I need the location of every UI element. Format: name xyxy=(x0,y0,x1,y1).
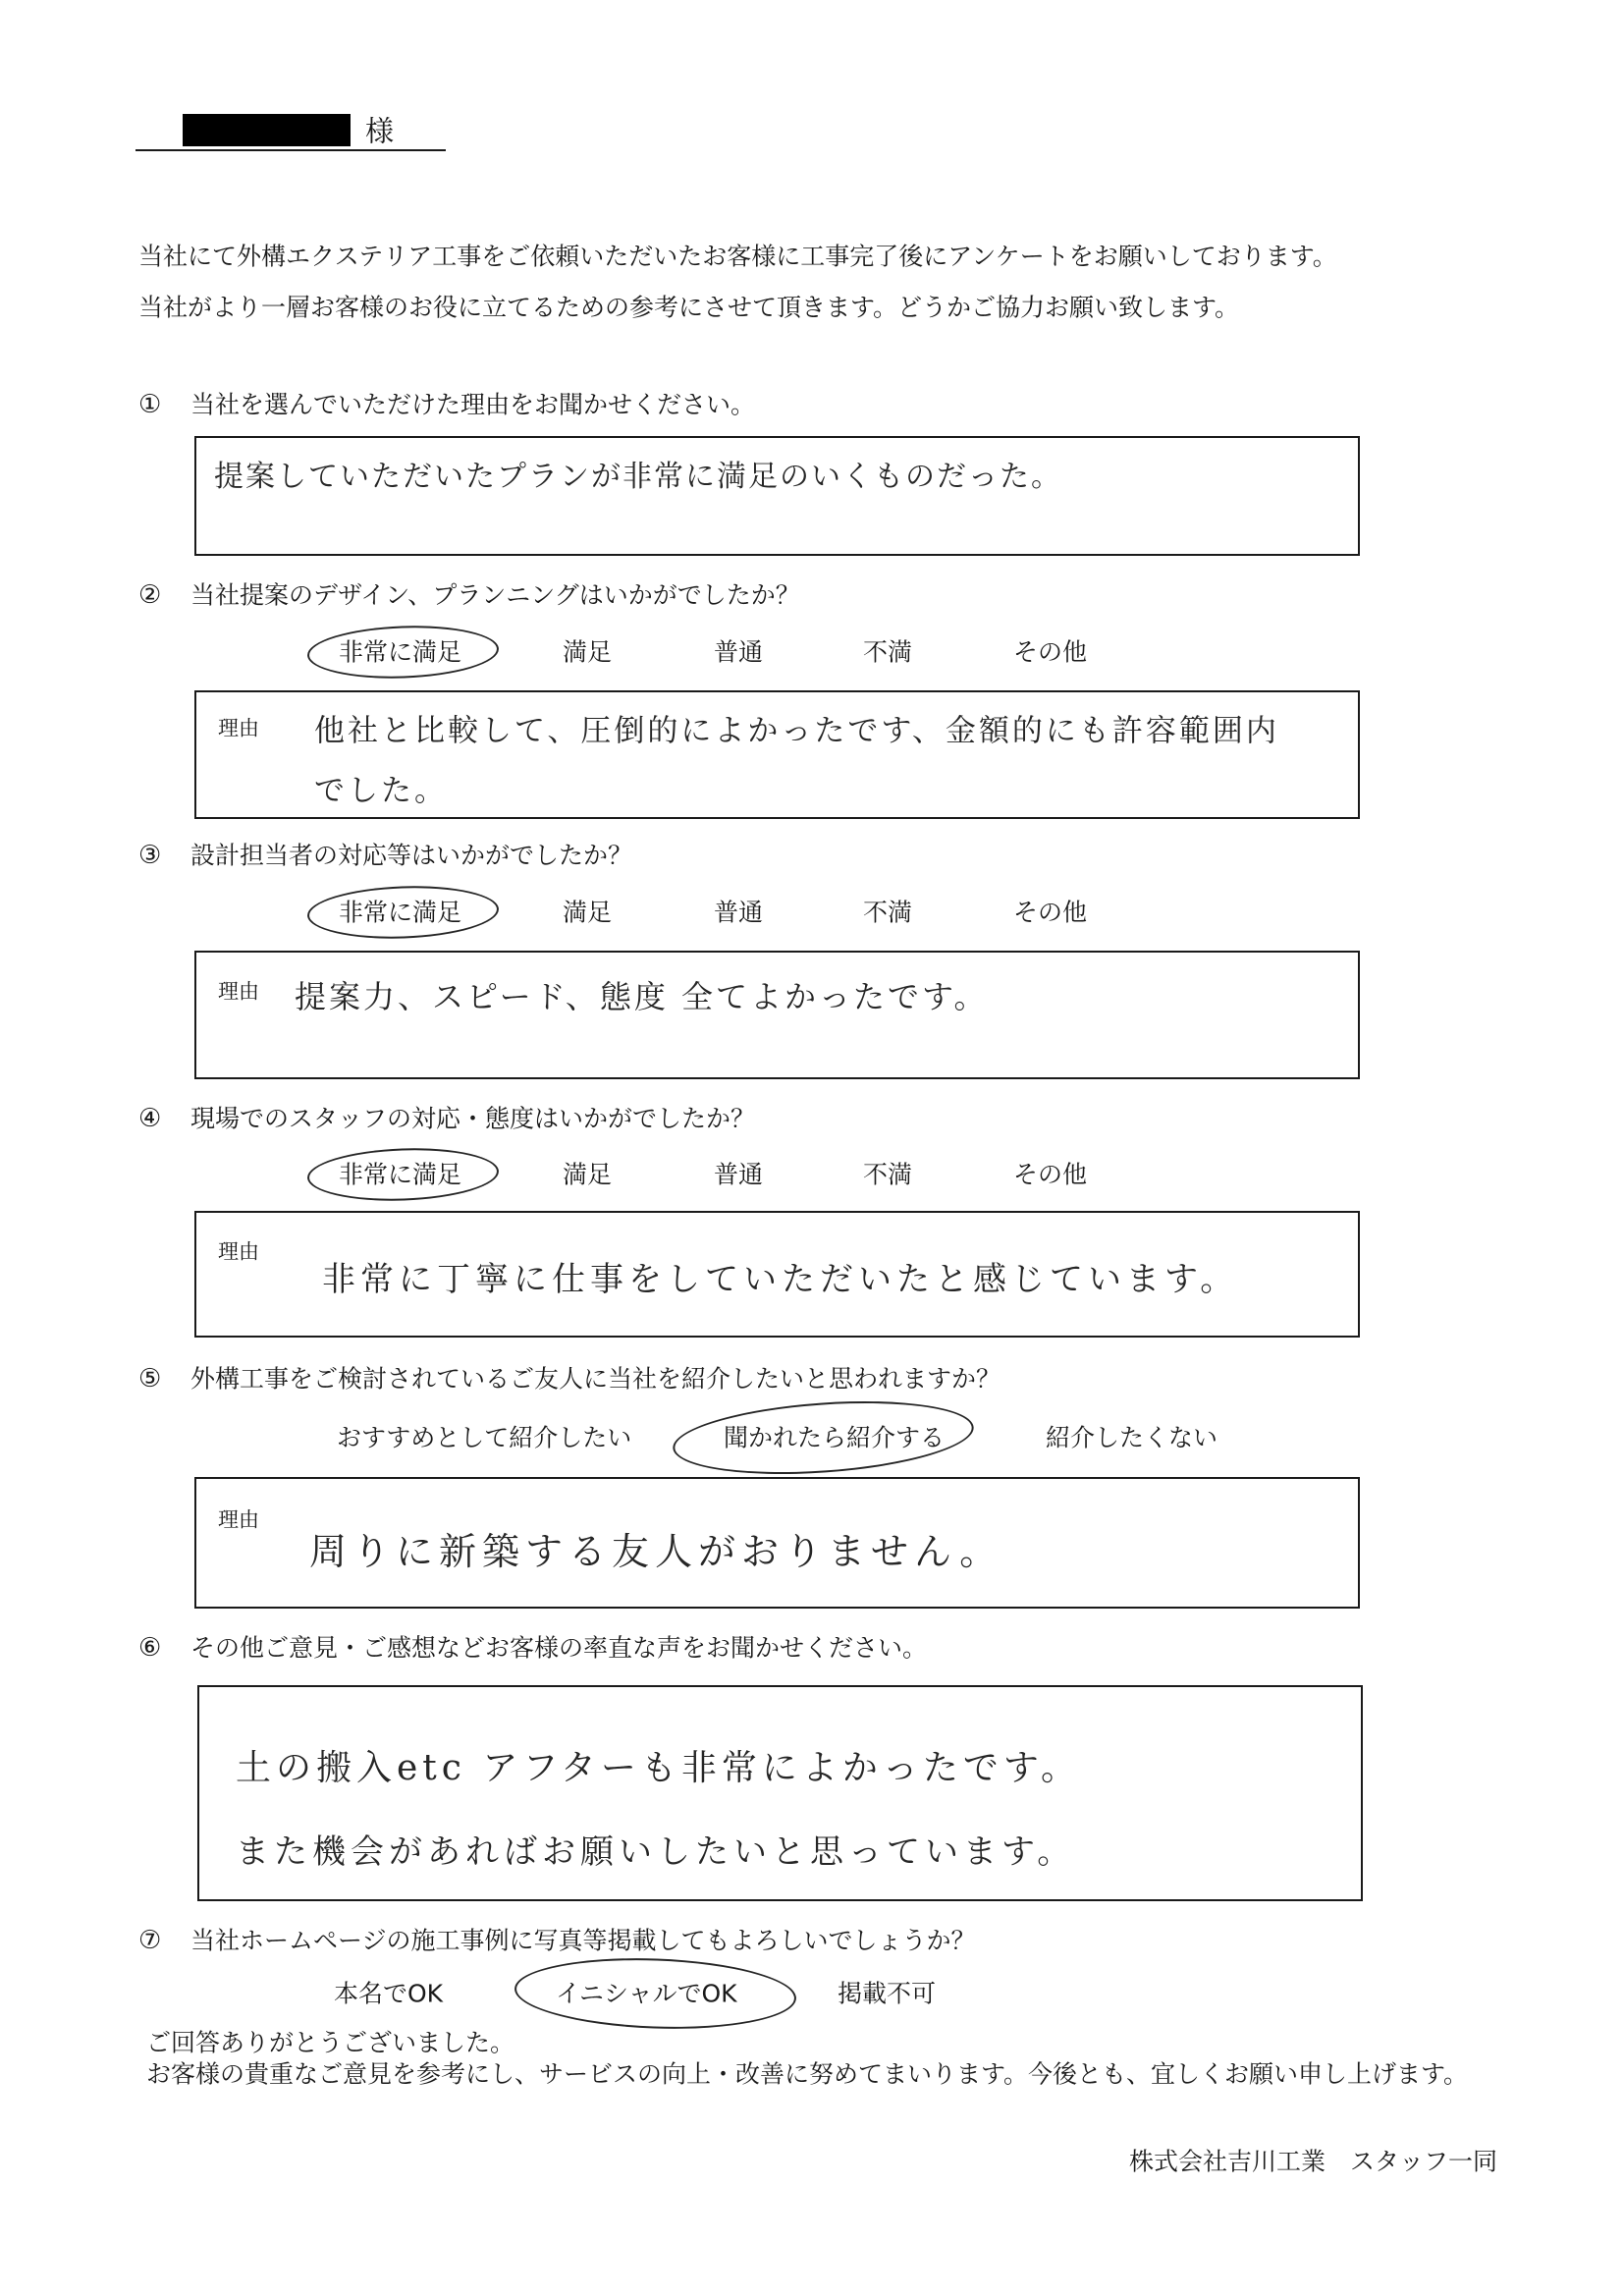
option xyxy=(339,1160,462,1189)
option xyxy=(863,898,913,927)
option xyxy=(563,1160,613,1189)
option xyxy=(339,637,462,667)
option xyxy=(334,1979,444,2008)
option xyxy=(838,1979,937,2008)
option-label: 非常に満足 xyxy=(339,1160,462,1189)
option-label: 普通 xyxy=(714,637,764,667)
question-number: ⑦ xyxy=(138,1926,162,1955)
option xyxy=(714,1160,764,1189)
option-label: 不満 xyxy=(863,1160,913,1189)
intro-line: 当社がより一層お客様のお役に立てるための参考にさせて頂きます。どうかご協力お願い致します。 xyxy=(138,293,1240,322)
reason-label: 理由 xyxy=(218,1507,259,1532)
option xyxy=(714,637,764,667)
question-text: 設計担当者の対応等はいかがでしたか？ xyxy=(190,841,633,870)
company-signature: 株式会社吉川工業 スタッフ一同 xyxy=(1129,2147,1498,2176)
closing-thanks: ご回答ありがとうございました。 xyxy=(146,2028,515,2057)
option-label: 掲載不可 xyxy=(838,1979,937,2008)
question-number: ③ xyxy=(138,841,162,870)
question-text: 当社を選んでいただけた理由をお聞かせください。 xyxy=(190,390,756,419)
option xyxy=(724,1423,946,1452)
reason-label: 理由 xyxy=(218,716,259,740)
answer-box xyxy=(194,1211,1360,1338)
handwritten-answer: 提案力、スピード、態度 全てよかったです。 xyxy=(295,978,989,1015)
handwritten-answer: また機会があればお願いしたいと思っています。 xyxy=(236,1832,1076,1872)
option xyxy=(563,637,613,667)
option-label: 非常に満足 xyxy=(339,637,462,667)
handwritten-answer: 他社と比較して、圧倒的によかったです、金額的にも許容範囲内 xyxy=(314,713,1279,749)
option xyxy=(556,1979,737,2008)
option xyxy=(563,898,613,927)
question-text: 外構工事をご検討されているご友人に当社を紹介したいと思われますか？ xyxy=(190,1364,1001,1394)
question-text: 当社提案のデザイン、プランニングはいかがでしたか？ xyxy=(190,580,800,610)
option-label: 普通 xyxy=(714,898,764,927)
option-label: 満足 xyxy=(563,637,613,667)
option-label: 普通 xyxy=(714,1160,764,1189)
handwritten-answer: 周りに新築する友人がおりません。 xyxy=(309,1530,1003,1573)
handwritten-answer: 土の搬入etc アフターも非常によかったです。 xyxy=(236,1748,1081,1788)
question-text: 当社ホームページの施工事例に写真等掲載してもよろしいでしょうか？ xyxy=(190,1926,976,1955)
option-label: イニシャルでOK xyxy=(556,1979,737,2008)
handwritten-answer: 非常に丁寧に仕事をしていただいたと感じています。 xyxy=(322,1260,1239,1299)
answer-box xyxy=(194,690,1360,819)
reason-label: 理由 xyxy=(218,1239,259,1264)
question-text: その他ご意見・ご感想などお客様の率直な声をお聞かせください。 xyxy=(190,1633,928,1663)
intro-line: 当社にて外構エクステリア工事をご依頼いただいたお客様に工事完了後にアンケートをお願いしております。 xyxy=(138,242,1337,271)
name-underline xyxy=(135,149,446,151)
option-label: 本名でOK xyxy=(334,1979,444,2008)
option xyxy=(339,898,462,927)
question-number: ① xyxy=(138,390,162,419)
handwritten-answer: 提案していただいたプランが非常に満足のいくものだった。 xyxy=(214,460,1062,494)
option-label: 不満 xyxy=(863,637,913,667)
option-label: その他 xyxy=(1013,898,1088,927)
answer-box xyxy=(194,1477,1360,1609)
option xyxy=(863,1160,913,1189)
answer-box xyxy=(194,951,1360,1079)
option-label: 満足 xyxy=(563,1160,613,1189)
option-label: 満足 xyxy=(563,898,613,927)
question-number: ④ xyxy=(138,1104,162,1133)
option xyxy=(1046,1423,1218,1452)
option-label: 紹介したくない xyxy=(1046,1423,1218,1452)
closing-message: お客様の貴重なご意見を参考にし、サービスの向上・改善に努めてまいります。今後とも、宜しくお願い申し上げます。 xyxy=(146,2059,1469,2089)
question-number: ⑥ xyxy=(138,1633,162,1663)
option xyxy=(1013,637,1088,667)
redacted-name-box xyxy=(183,114,351,146)
question-text: 現場でのスタッフの対応・態度はいかがでしたか？ xyxy=(190,1104,756,1133)
option-label: 聞かれたら紹介する xyxy=(724,1423,946,1452)
option-label: おすすめとして紹介したい xyxy=(337,1423,632,1452)
option xyxy=(1013,1160,1088,1189)
handwritten-answer: でした。 xyxy=(314,773,448,809)
option xyxy=(863,637,913,667)
option-label: その他 xyxy=(1013,637,1088,667)
answer-box xyxy=(194,436,1360,556)
option xyxy=(1013,898,1088,927)
question-number: ② xyxy=(138,580,162,610)
option xyxy=(714,898,764,927)
reason-label: 理由 xyxy=(218,979,259,1004)
option-label: その他 xyxy=(1013,1160,1088,1189)
honorific: 様 xyxy=(365,114,395,148)
option xyxy=(337,1423,632,1452)
answer-box xyxy=(197,1685,1363,1901)
option-label: 不満 xyxy=(863,898,913,927)
option-label: 非常に満足 xyxy=(339,898,462,927)
question-number: ⑤ xyxy=(138,1364,162,1394)
